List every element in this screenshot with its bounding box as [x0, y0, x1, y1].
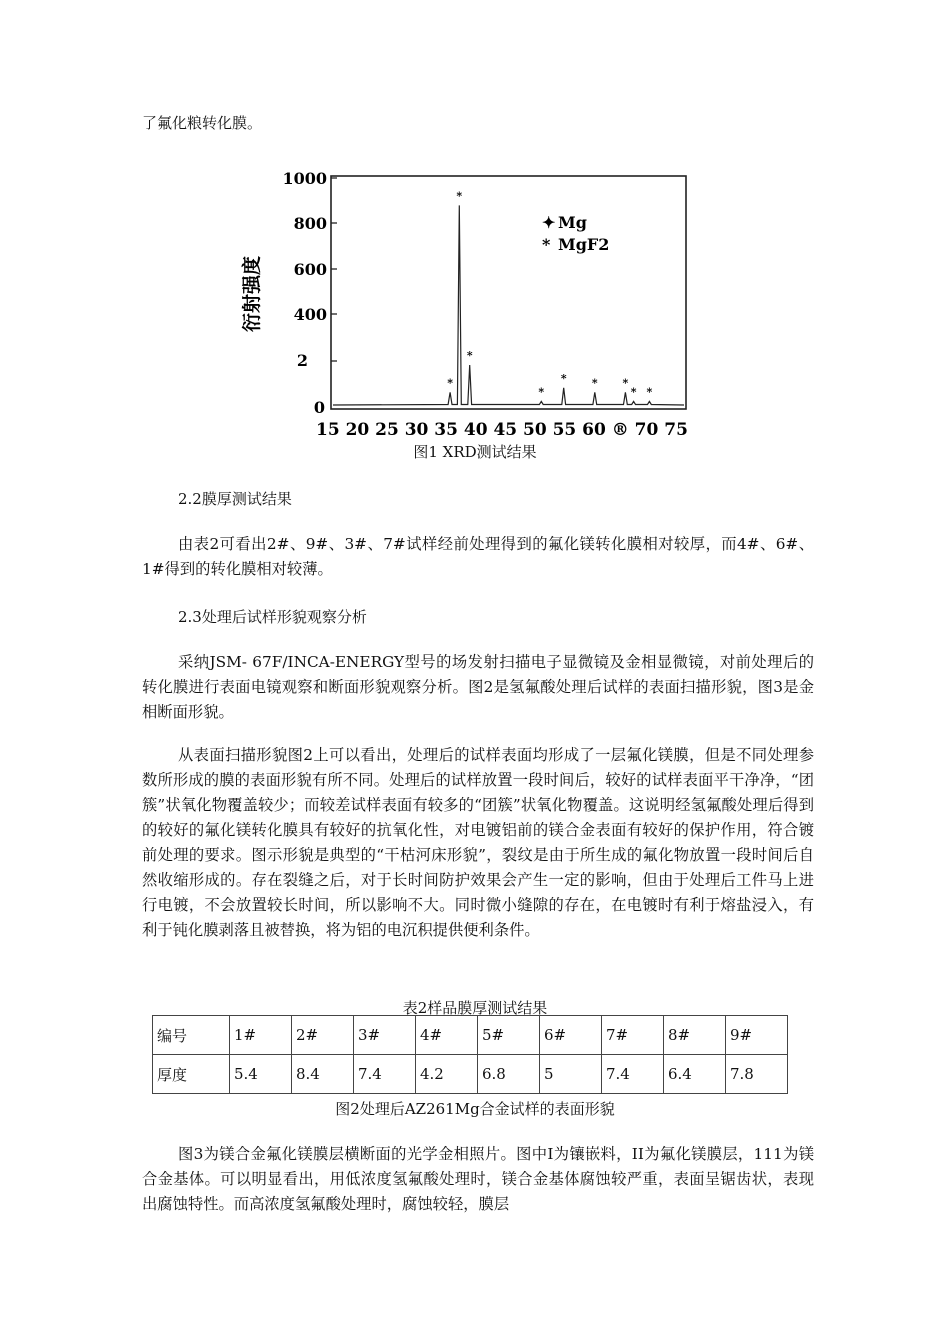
table-cell: 7.4 — [602, 1055, 664, 1094]
y-tick-label: 400 — [293, 305, 327, 324]
table-cell: 5 — [540, 1055, 602, 1094]
table-cell: 6.8 — [478, 1055, 540, 1094]
peak-marker: * — [447, 376, 453, 390]
table-cell: 6# — [540, 1016, 602, 1055]
y-tick-label: 2 — [296, 351, 308, 370]
figure1-caption: 图1 XRD测试结果 — [413, 443, 537, 461]
intro-tail-text: 了氟化粮转化膜。 — [142, 114, 263, 132]
table-cell: 5.4 — [230, 1055, 292, 1094]
table2-title: 表2样品膜厚测试结果 — [402, 999, 548, 1017]
table-cell: 4.2 — [416, 1055, 478, 1094]
table-cell: 8# — [664, 1016, 726, 1055]
table-cell: 7# — [602, 1016, 664, 1055]
legend-label-mg: Mg — [558, 213, 587, 232]
section-2-2-paragraph: 由表2可看出2#、9#、3#、7#试样经前处理得到的氟化镁转化膜相对较厚，而4#、6#、1#得到的转化膜相对较薄。 — [142, 535, 814, 578]
section-2-2-heading: 2.2膜厚测试结果 — [178, 490, 292, 508]
thickness-table — [152, 1015, 788, 1094]
table-cell: 7.4 — [354, 1055, 416, 1094]
section-2-3-paragraph-1: 采纳JSM- 67F/INCA-ENERGY型号的场发射扫描电子显微镜及金相显微镜，对前处理后的转化膜进行表面电镜观察和断面形貌观察分析。图2是氢氟酸处理后试样的表面扫描形貌，图3是金相断面形貌。 — [142, 653, 814, 721]
peak-marker: * — [646, 385, 653, 399]
peak-marker: * — [456, 189, 463, 203]
table-cell: 9# — [726, 1016, 788, 1055]
xrd-trace — [333, 205, 684, 405]
plot-frame — [331, 176, 686, 409]
table-cell: 6.4 — [664, 1055, 726, 1094]
xrd-chart — [236, 166, 696, 441]
figure2-caption: 图2处理后AZ261Mg合金试样的表面形貌 — [335, 1100, 615, 1118]
section-2-3-heading: 2.3处理后试样形貌观察分析 — [178, 608, 367, 626]
peak-marker: * — [591, 376, 598, 390]
table-row — [153, 1016, 788, 1055]
y-tick-label: 600 — [293, 260, 327, 279]
peak-marker: * — [622, 376, 629, 390]
table-cell: 4# — [416, 1016, 478, 1055]
table-cell: 编号 — [153, 1016, 230, 1055]
table-cell: 厚度 — [153, 1055, 230, 1094]
section-2-3-paragraph-2: 从表面扫描形貌图2上可以看出，处理后的试样表面均形成了一层氟化镁膜，但是不同处理参数所形成的膜的表面形貌有所不同。处理后的试样放置一段时间后，较好的试样表面平干净净，“团簇”状氧化物覆盖较少；而较差试样表面有较多的“团簇”状氧化物覆盖。这说明经氢氟酸处理后得到的较好的氟化镁转化膜具有较好的抗氧化性，对电镀铝前的镁合金表面有较好的保护作用，符合镀前处理的要求。图示形貌是典型的“干枯河床形貌”，裂纹是由于所生成的氟化物放置一段时间后自然收缩形成的。存在裂缝之后，对于长时间防护效果会产生一定的影响，但由于处理后工件马上进行电镀，不会放置较长时间，所以影响不大。同时微小缝隙的存在，在电镀时有利于熔盐浸入，有利于钝化膜剥落且被替换，将为铝的电沉积提供便利条件。 — [142, 746, 814, 939]
y-tick-label: 1000 — [282, 169, 327, 188]
y-tick-label: 0 — [313, 398, 325, 417]
legend-marker-mgf2: * — [542, 235, 551, 254]
x-tick-labels: 15 20 25 30 35 40 45 50 55 60 ® 70 75 — [316, 420, 688, 440]
table-cell: 7.8 — [726, 1055, 788, 1094]
peak-marker: * — [538, 385, 545, 399]
figure3-paragraph: 图3为镁合金氟化镁膜层横断面的光学金相照片。图中I为镶嵌料，II为氟化镁膜层，111为镁合金基体。可以明显看出，用低浓度氢氟酸处理时，镁合金基体腐蚀较严重，表面呈锯齿状，表现出腐蚀特性。而高浓度氢氟酸处理时，腐蚀较轻，膜层 — [142, 1145, 814, 1213]
legend-label-mgf2: MgF2 — [558, 235, 610, 254]
table-cell: 5# — [478, 1016, 540, 1055]
peak-marker: * — [630, 385, 637, 399]
table-cell: 2# — [292, 1016, 354, 1055]
table-cell: 1# — [230, 1016, 292, 1055]
peak-marker: * — [466, 349, 473, 362]
table-cell: 8.4 — [292, 1055, 354, 1094]
y-axis-label: 衍射强度 — [241, 255, 263, 333]
legend-marker-mg: ✦ — [542, 213, 556, 232]
y-tick-label: 800 — [293, 214, 327, 233]
table-cell: 3# — [354, 1016, 416, 1055]
peak-marker: * — [560, 371, 567, 385]
table-row — [153, 1055, 788, 1094]
